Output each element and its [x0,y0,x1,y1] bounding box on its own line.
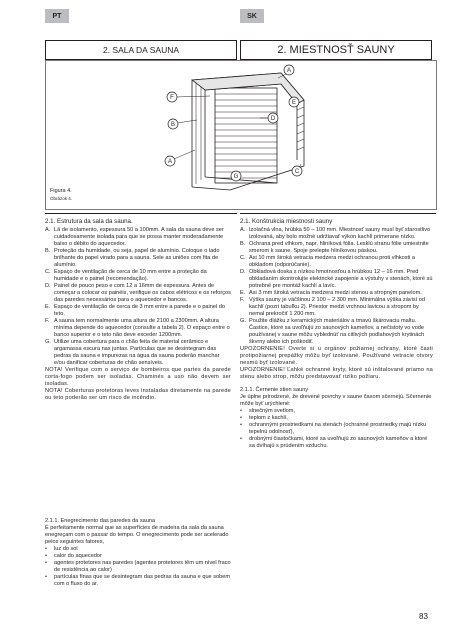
item-label: B. [240,241,246,247]
bullet-text: luz do sol [54,546,78,552]
list-item [240,241,433,255]
subsection-title-pt: 2.1.1. Enegrecimento das paredes da sauna [45,518,156,524]
bullet-item [240,436,433,450]
list-item [45,318,231,339]
figure-caption-sub: Obrázok 4. [50,196,73,201]
label-f: F [170,95,174,101]
list-item [45,304,231,318]
item-text: Izolačná vlna, hrúbka 50 – 100 mm. Miestnosť sauny musí byť starostlivo izolovaná, aby bolo možné udržiavať výkon kachlí primerane nízko. [249,227,431,240]
subsection-text-sk: Je úplne prirodzené, že drevené povrchy v saune časom sčernejú. Sčernenie môže byť urýchlené: [240,394,432,407]
bullet-text: drobnými čiastočkami, ktoré sa uvoľňujú zo saunových kameňov a ktoré sa dvíhajú s prúdením vzduchu. [249,436,428,449]
item-list-sk [240,227,433,346]
list-item [240,227,433,241]
bullet-text: partículas finas que se desintegram das pedras da sauna e que sobem com o fluxo do ar. [54,574,231,587]
bullet-dot-icon: • [240,422,242,428]
item-label: D. [45,283,51,289]
figure-caption-main: Figura 4. [50,188,72,194]
list-item [240,318,433,346]
subsection-title-sk: 2.1.1. Černenie stien sauny [240,387,309,393]
divider-sk [240,213,436,214]
item-text: Lã de isolamento, espessura 50 a 100mm. A sala da sauna deve ser cuidadosamente isolada para que se possa manter moderadamente baixo o débito do aquecedor. [54,227,224,247]
label-d: D [270,116,276,122]
list-item [240,269,433,290]
section-title-sk: 2.1. Konštrukcia miestnosti sauny [240,218,333,225]
subsection-text-pt: É perfeitamente normal que as superfícies de madeira da sala da sauna enegreçam com o passar do tempo. O enegrecimento pode ser acelerado pelos seguintes fatores, [45,525,229,545]
note-sk-1: UPOZORNENIE! Overte si u orgánov požiarnej ochrany, ktoré časti protipožiarnej prepážky môžu byť izolované. Používané vetracie otvory nesmú byť izolované. [240,346,433,366]
bullet-item [45,546,231,553]
item-text: Ochrana pred vlhkom, napr. hliníková fólia. Lesklú stranu fólie umiestnite smerom k saune. Spoje prelepte hliníkovou páskou. [249,241,429,254]
item-text: A sauna tem normalmente uma altura de 2100 a 2300mm. A altura mínima depende do aquecedor (consulte a tabela 2). O espaço entre o banco superior e o teto não deve exceder 1200mm. [54,318,230,338]
bullet-item [45,560,231,574]
section-header-sk: 2. MIESTNOSŤ SAUNY [240,40,432,60]
item-label: G. [45,339,51,345]
bullet-item [240,422,433,436]
bullet-text: ochrannými prostriedkami na stenách (ochranné prostriedky majú nízku tepelnú odolnosť), [249,422,427,435]
sauna-structure-diagram [45,60,437,210]
item-text: Utilize uma cobertura para o chão feita de material cerâmico e argamassa escura nas juntas. Partículas que se desintegram das pedras da sauna e impurezas na água da sauna poderão manchar e/ou danificar coberturas de chão sensíveis. [54,339,220,366]
item-label: A. [45,227,51,233]
subsection-pt [45,518,231,588]
note-pt-2: NOTA! Coberturas protetoras leves instaladas diretamente na parede ou teto poderão ser um risco de incêndio. [45,388,231,401]
item-label: F. [45,318,50,324]
bullet-text: teplom z kachlí, [249,415,288,421]
item-text: Výška sauny je väčšinou 2 100 – 2 300 mm. Minimálna výška závisí od kachlí (pozri tabuľku 2). Priestor medzi vrchnou lavicou a stropom by nemal prekročiť 1 200 mm. [249,297,425,317]
item-label: E. [45,304,51,310]
item-label: B. [45,248,51,254]
bullet-item [240,415,433,422]
label-b: B [170,122,176,128]
section-title-pt: 2.1. Estrutura da sala da sauna. [45,218,133,225]
bullet-item [240,408,433,415]
list-item [45,227,231,248]
bullet-dot-icon: • [45,553,47,559]
item-label: A. [240,227,246,233]
column-pt [45,218,231,402]
label-a-left: A [167,159,173,165]
item-label: G. [240,318,246,324]
bullet-dot-icon: • [240,415,242,421]
item-text: Espaço de ventilação de cerca de 3 mm entre a parede e o painel do teto. [54,304,226,317]
item-text: Asi 3 mm široká vetracia medzera medzi stenou a stropným panelom. [249,290,422,296]
list-item [240,297,433,318]
bullet-list-pt [45,546,231,588]
list-item [240,290,433,297]
bullet-text: slnečným svetlom, [249,408,296,414]
bullet-text: calor do aquecedor [54,553,102,559]
list-item [240,255,433,269]
item-text: Espaço de ventilação de cerca de 10 mm entre a proteção da humidade e o painel (recomendação). [54,269,207,282]
item-text: Obkladová doska s nízkou hmotnosťou a hrúbkou 12 – 16 mm. Pred obkladaním skontrolujte elektrické zapojenie a výstuhy v stenách, ktoré sú potrebné pre montáž kachlí a lavíc. [249,269,433,289]
note-sk-2: UPOZORNENIE! Ľahké ochranné kryty, ktoré sú inštalované priamo na stenu alebo strop, môžu predstavovať riziko požiaru. [240,367,433,380]
list-item [45,269,231,283]
list-item [45,283,231,304]
bullet-item [45,553,231,560]
bullet-item [45,574,231,588]
bullet-dot-icon: • [45,560,47,566]
item-text: Asi 10 mm široká vetracia medzera medzi ochranou proti vlhkosti a obkladom (odporúčanie). [249,255,416,268]
item-label: C. [240,255,246,261]
divider-pt [45,213,237,214]
section-header-pt: 2. SALA DA SAUNA [45,40,237,60]
item-label: F. [240,297,245,303]
figure-caption [50,188,72,202]
label-a-top: A [286,68,292,74]
item-label: C. [45,269,51,275]
language-tag-pt: PT [45,9,69,23]
label-c: C [294,169,300,175]
language-tag-sk: SK [240,9,264,23]
bullet-text: agentes protetores nas paredes (agentes protetores têm um nível fraco de resistência ao calor) [54,560,231,573]
bullet-dot-icon: • [240,408,242,414]
list-item [45,339,231,367]
list-item [45,248,231,269]
bullet-dot-icon: • [240,436,242,442]
item-label: D. [240,269,246,275]
label-g: G [233,174,239,180]
note-pt-1: NOTA! Verifique com o serviço de bombeiros que partes da parede corta-fogo podem ser isoladas. Chaminés a uso não devem ser isoladas. [45,367,231,387]
bullet-dot-icon: • [45,574,47,580]
item-text: Painel de pouco peso e com 12 a 16mm de espessura. Antes de começar a colocar os painéis, verifique os cabos elétricos e os reforços das paredes necessários para o aquecedor e bancos. [54,283,231,303]
bullet-dot-icon: • [45,546,47,552]
item-text: Proteção da humidade, ou seja, papel de alumínio. Coloque o lado brilhante do papel virado para a sauna. Sele as uniões com fita de alumínio. [54,248,220,268]
item-text: Použite dlážku z keramických materiálov a tmavú škárovaciu maltu. Častice, ktoré sa uvoľňujú zo saunových kameňov, a nečistoty vo vode používanej v saune môžu vyblednúť na citlivých podlahových krytinách škvrny alebo ich poškodiť. [249,318,425,345]
label-e: E [291,100,297,106]
page-number: 83 [419,612,428,621]
item-list-pt [45,227,231,367]
column-sk [240,218,433,450]
item-label: E. [240,290,246,296]
bullet-list-sk [240,408,433,450]
